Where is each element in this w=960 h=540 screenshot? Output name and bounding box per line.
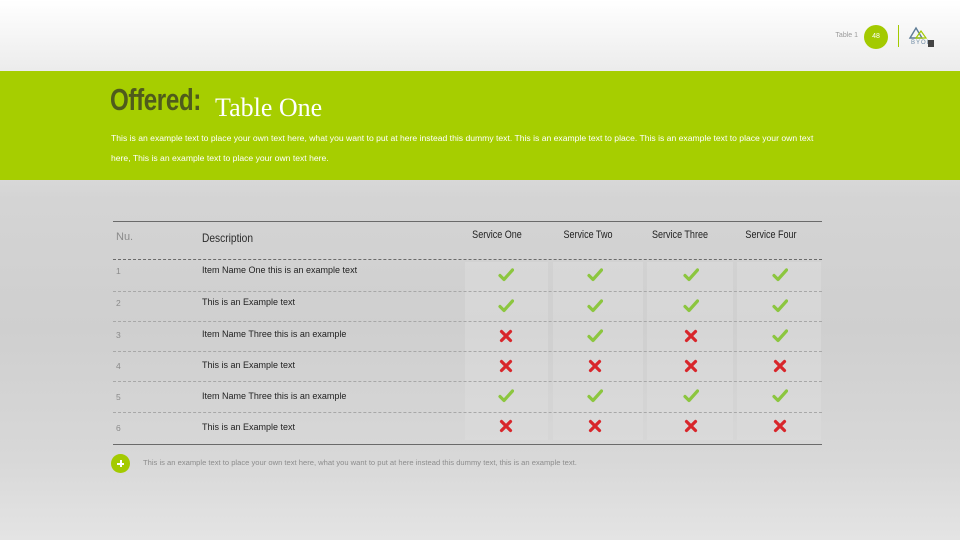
company-logo <box>904 24 936 50</box>
check-icon <box>498 267 514 283</box>
check-icon <box>587 267 603 283</box>
top-bar <box>0 0 960 70</box>
page-subtitle: Table One <box>215 93 323 122</box>
banner-description: This is an example text to place your own text here, what you want to put at here instead this dummy text. This is an example text to place. This is an example text to place your own text here, This is an example text to place your own text here. <box>111 133 814 163</box>
cross-icon <box>498 418 514 434</box>
cross-icon <box>498 328 514 344</box>
check-icon <box>498 388 514 404</box>
row-number: 1 <box>116 266 121 276</box>
cross-icon <box>587 358 603 374</box>
cross-icon <box>683 328 699 344</box>
check-icon <box>772 328 788 344</box>
row-number: 5 <box>116 392 121 402</box>
row-description: Item Name Three this is an example <box>202 391 347 401</box>
cross-icon <box>683 358 699 374</box>
row-divider <box>113 291 822 292</box>
check-icon <box>683 267 699 283</box>
page-title: Offered: <box>110 82 201 117</box>
cross-icon <box>683 418 699 434</box>
header-service-one: Service One <box>472 229 522 241</box>
cross-icon <box>772 358 788 374</box>
cross-icon <box>772 418 788 434</box>
logo-text: BYOI <box>911 40 930 46</box>
row-description: This is an Example text <box>202 422 296 432</box>
check-icon <box>772 267 788 283</box>
header-service-two: Service Two <box>563 229 613 241</box>
check-icon <box>587 388 603 404</box>
section-label: Table 1 <box>835 32 858 39</box>
header-service-three: Service Three <box>652 229 708 241</box>
row-divider <box>113 351 822 352</box>
row-number: 4 <box>116 361 121 371</box>
row-description: This is an Example text <box>202 360 296 370</box>
header-description: Description <box>202 231 254 245</box>
plus-icon <box>111 454 130 473</box>
row-divider <box>113 381 822 382</box>
header-number: Nu. <box>116 231 134 243</box>
row-description: Item Name One this is an example text <box>202 265 358 275</box>
check-icon <box>772 388 788 404</box>
check-icon <box>587 328 603 344</box>
row-number: 2 <box>116 298 121 308</box>
check-icon <box>498 298 514 314</box>
logo-divider <box>898 25 899 47</box>
row-description: Item Name Three this is an example <box>202 329 347 339</box>
row-divider <box>113 412 822 413</box>
row-number: 6 <box>116 423 121 433</box>
cross-icon <box>587 418 603 434</box>
header-service-four: Service Four <box>745 229 797 241</box>
row-description: This is an Example text <box>202 297 296 307</box>
cross-icon <box>498 358 514 374</box>
header-divider <box>113 259 822 260</box>
check-icon <box>683 388 699 404</box>
check-icon <box>587 298 603 314</box>
title-main-wrap <box>110 82 227 118</box>
footer-note: This is an example text to place your own text here, what you want to put at here instead this dummy text, this is an example text. <box>143 458 577 467</box>
row-divider <box>113 321 822 322</box>
check-icon <box>683 298 699 314</box>
row-number: 3 <box>116 330 121 340</box>
page-number-badge: 48 <box>864 25 888 49</box>
check-icon <box>772 298 788 314</box>
